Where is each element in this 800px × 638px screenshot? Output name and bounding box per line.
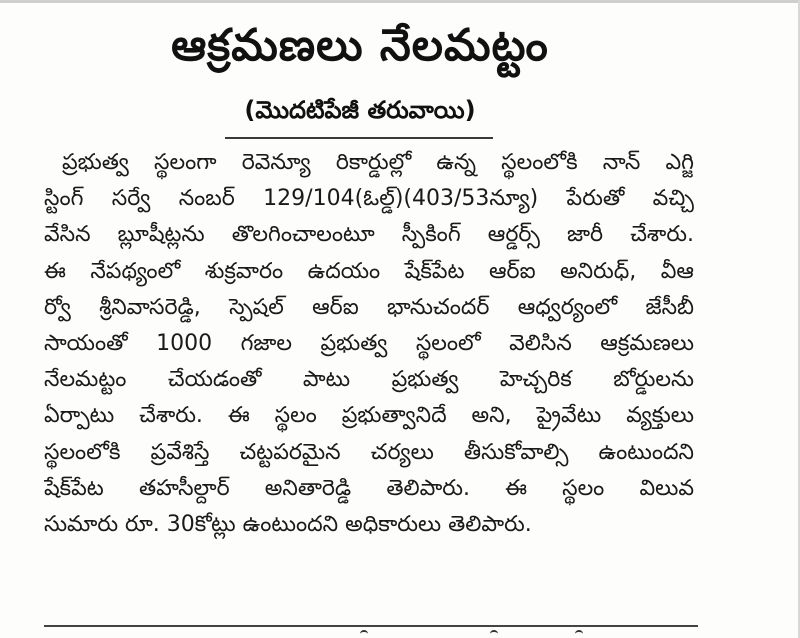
body-line: సాయంతో 1000 గజాల ప్రభుత్వ స్థలంలో వెలిసిన ఆక్రమణలు: [44, 331, 694, 357]
body-line: సుమారు రూ. 30కోట్లు ఉంటుందని అధికారులు తెలిపారు.: [44, 512, 532, 538]
article-body: [44, 145, 694, 543]
body-line: ఈ నేపథ్యంలో శుక్రవారం ఉదయం షేక్‌పేట ఆర్ఐ అనిరుధ్, వీఆ: [44, 258, 694, 284]
body-line: వేసిన బ్లూషీట్లను తొలగించాలంటూ స్పీకింగ్ ఆర్డర్స్ జారీ చేశారు.: [44, 222, 694, 248]
next-article-cutoff: [340, 628, 640, 638]
body-line: ఏర్పాటు చేశారు. ఈ స్థలం ప్రభుత్వానిదే అని, ప్రైవేటు వ్యక్తులు: [44, 403, 694, 429]
cutoff-glyph: [360, 630, 368, 638]
body-line: నేలమట్టం చేయడంతో పాటు ప్రభుత్వ హెచ్చరిక బోర్డులను: [44, 367, 694, 393]
body-line: ర్వో శ్రీనివాసరెడ్డి, స్పెషల్ ఆర్ఐ భానుచందర్ ఆధ్వర్యంలో జేసీబీ: [44, 294, 694, 320]
body-line: స్టింగ్ సర్వే నంబర్ 129/104(ఓల్డ్)(403/53న్యూ) పేరుతో వచ్చి: [44, 186, 694, 212]
body-line: షేక్‌పేట తహసీల్దార్ అనితారెడ్డి తెలిపారు. ఈ స్థలం విలువ: [44, 475, 694, 501]
article-headline: ఆక్రమణలు నేలమట్టం: [171, 20, 549, 71]
body-line: స్థలంలోకి ప్రవేశిస్తే చట్టపరమైన చర్యలు తీసుకోవాల్సి ఉంటుందని: [44, 439, 694, 465]
subhead-underline: [225, 137, 493, 139]
bottom-separator-rule: [44, 625, 698, 627]
article-subhead: (మొదటిపేజీ తరువాయి): [244, 96, 476, 124]
top-border: [0, 0, 800, 3]
body-line: ప్రభుత్వ స్థలంగా రెవెన్యూ రికార్డుల్లో ఉన్న స్థలంలోకి నాన్ ఎగ్జి: [62, 150, 694, 175]
cutoff-glyph: [490, 630, 498, 638]
cutoff-glyph: [575, 630, 583, 638]
